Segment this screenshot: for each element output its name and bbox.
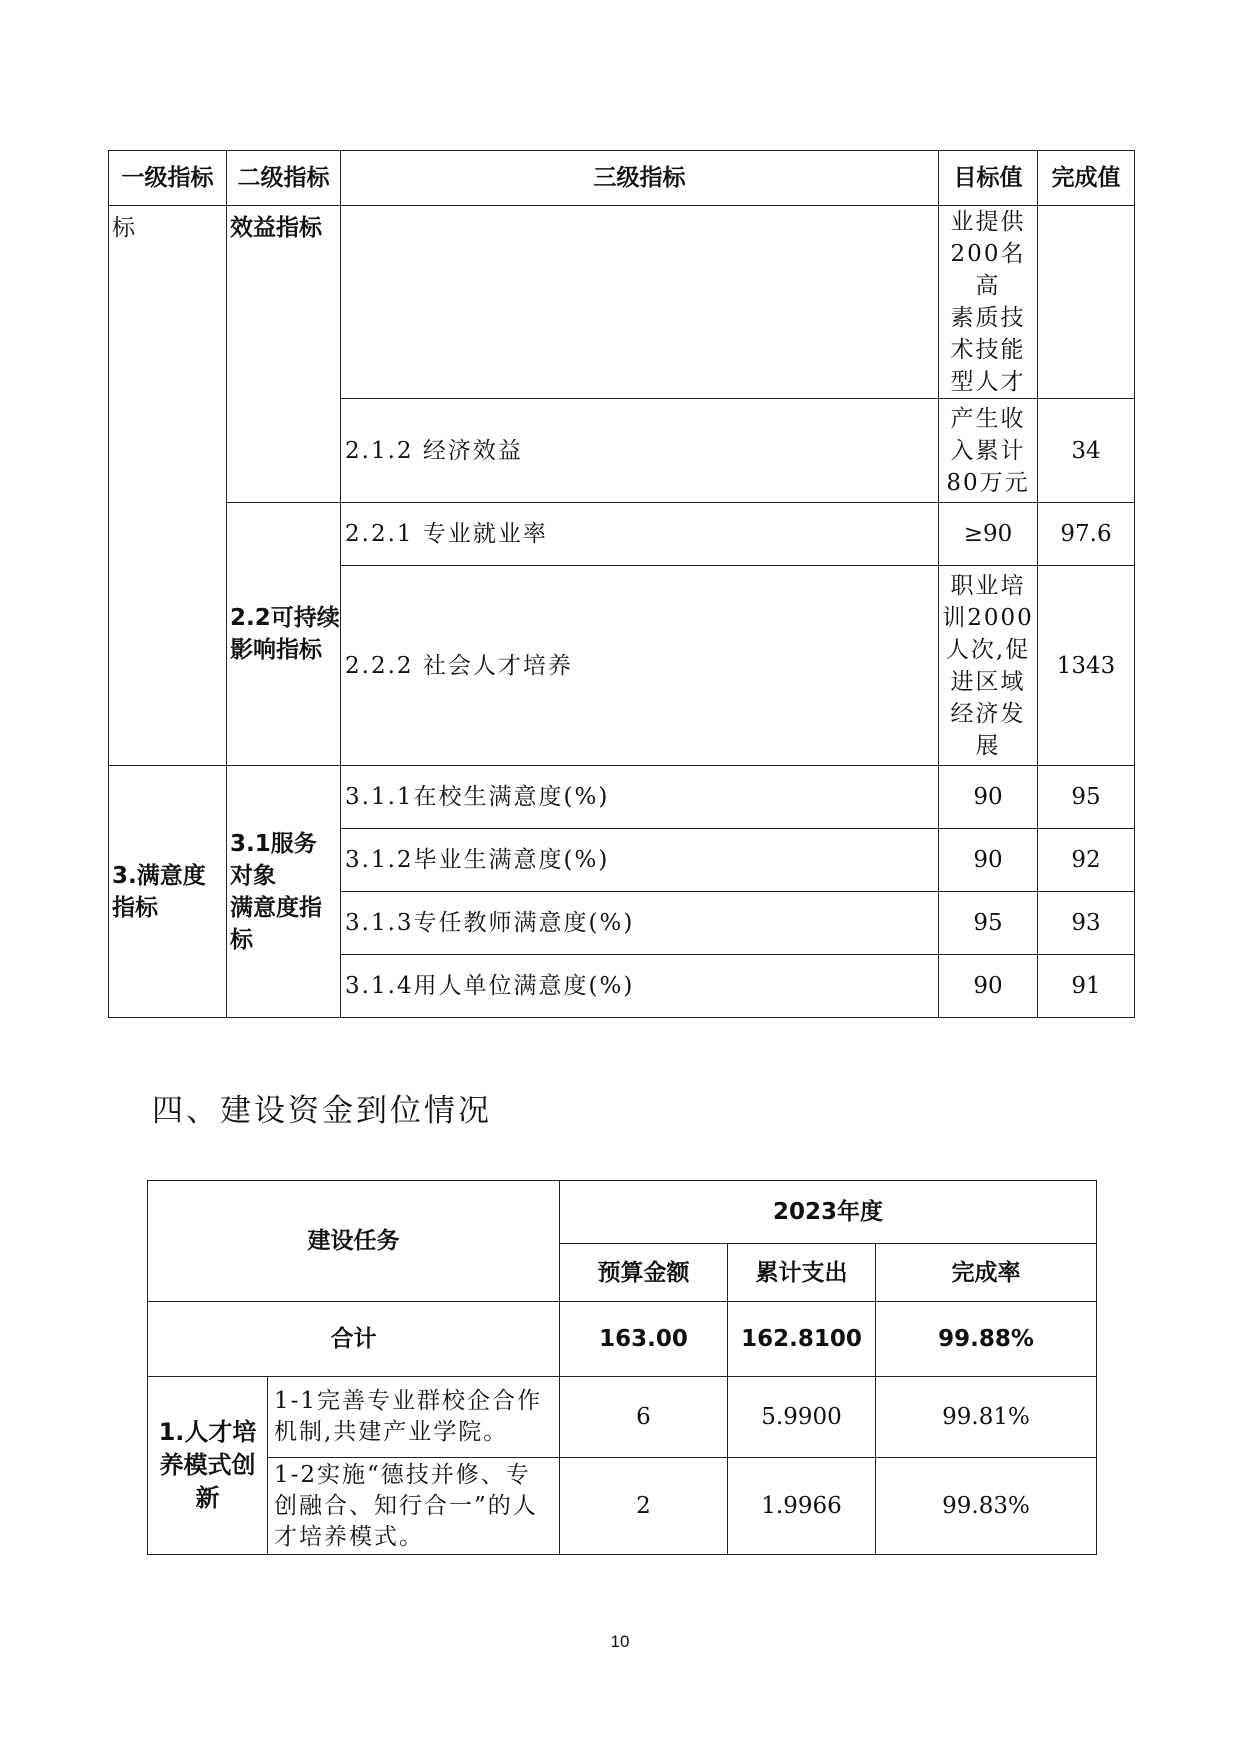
section-heading: 四、建设资金到位情况: [152, 1093, 492, 1129]
table-row: [148, 1458, 1097, 1555]
actual-cell: 34: [1038, 399, 1135, 503]
page-number: 10: [610, 1632, 630, 1651]
header-level1: 一级指标: [109, 151, 227, 206]
target-cell: 90: [939, 829, 1038, 892]
header-rate: 完成率: [876, 1244, 1097, 1302]
header-year: 2023年度: [560, 1181, 1097, 1244]
level3-cell: [341, 206, 939, 399]
total-row: [148, 1302, 1097, 1377]
header-task: 建设任务: [148, 1181, 560, 1302]
actual-cell: 91: [1038, 955, 1135, 1018]
actual-cell: 92: [1038, 829, 1135, 892]
level3-cell: 2.2.1 专业就业率: [341, 503, 939, 566]
task-cell: 1-2实施“德技并修、专 创融合、知行合一”的人 才培养模式。: [268, 1458, 560, 1555]
target-cell: 90: [939, 766, 1038, 829]
target-cell: 业提供 200名高 素质技 术技能 型人才: [939, 206, 1038, 399]
level3-cell: 3.1.2毕业生满意度(%): [341, 829, 939, 892]
level3-cell: 3.1.3专任教师满意度(%): [341, 892, 939, 955]
performance-indicator-table: [108, 150, 1135, 1018]
budget-cell: 6: [560, 1377, 728, 1458]
table-row: [109, 503, 1135, 566]
level1-cell: 标: [109, 206, 227, 766]
level2-cell: 3.1服务 对象 满意度指 标: [227, 766, 341, 1018]
table-row: [109, 766, 1135, 829]
actual-cell: 1343: [1038, 566, 1135, 766]
level3-cell: 3.1.4用人单位满意度(%): [341, 955, 939, 1018]
level2-cell: 2.2可持续影响指标: [227, 503, 341, 766]
total-label: 合计: [148, 1302, 560, 1377]
target-cell: 90: [939, 955, 1038, 1018]
table-header-row: [109, 151, 1135, 206]
table-row: [148, 1377, 1097, 1458]
table-row: [109, 206, 1135, 399]
budget-cell: 2: [560, 1458, 728, 1555]
target-cell: 职业培 训2000 人次,促 进区域 经济发 展: [939, 566, 1038, 766]
total-spent: 162.8100: [728, 1302, 876, 1377]
total-budget: 163.00: [560, 1302, 728, 1377]
header-level3: 三级指标: [341, 151, 939, 206]
target-cell: ≥90: [939, 503, 1038, 566]
table-header-row: [148, 1181, 1097, 1244]
level3-cell: 3.1.1在校生满意度(%): [341, 766, 939, 829]
header-spent: 累计支出: [728, 1244, 876, 1302]
rate-cell: 99.81%: [876, 1377, 1097, 1458]
actual-cell: [1038, 206, 1135, 399]
actual-cell: 93: [1038, 892, 1135, 955]
header-budget: 预算金额: [560, 1244, 728, 1302]
target-cell: 产生收 入累计 80万元: [939, 399, 1038, 503]
target-cell: 95: [939, 892, 1038, 955]
actual-cell: 97.6: [1038, 503, 1135, 566]
header-target: 目标值: [939, 151, 1038, 206]
spent-cell: 5.9900: [728, 1377, 876, 1458]
level3-cell: 2.1.2 经济效益: [341, 399, 939, 503]
spent-cell: 1.9966: [728, 1458, 876, 1555]
level3-cell: 2.2.2 社会人才培养: [341, 566, 939, 766]
header-actual: 完成值: [1038, 151, 1135, 206]
group-name: 1.人才培 养模式创 新: [148, 1377, 268, 1555]
task-cell: 1-1完善专业群校企合作 机制,共建产业学院。: [268, 1377, 560, 1458]
total-rate: 99.88%: [876, 1302, 1097, 1377]
header-level2: 二级指标: [227, 151, 341, 206]
level2-cell: 效益指标: [227, 206, 341, 503]
level1-cell: 3.满意度指标: [109, 766, 227, 1018]
rate-cell: 99.83%: [876, 1458, 1097, 1555]
actual-cell: 95: [1038, 766, 1135, 829]
funding-table: [147, 1180, 1097, 1555]
